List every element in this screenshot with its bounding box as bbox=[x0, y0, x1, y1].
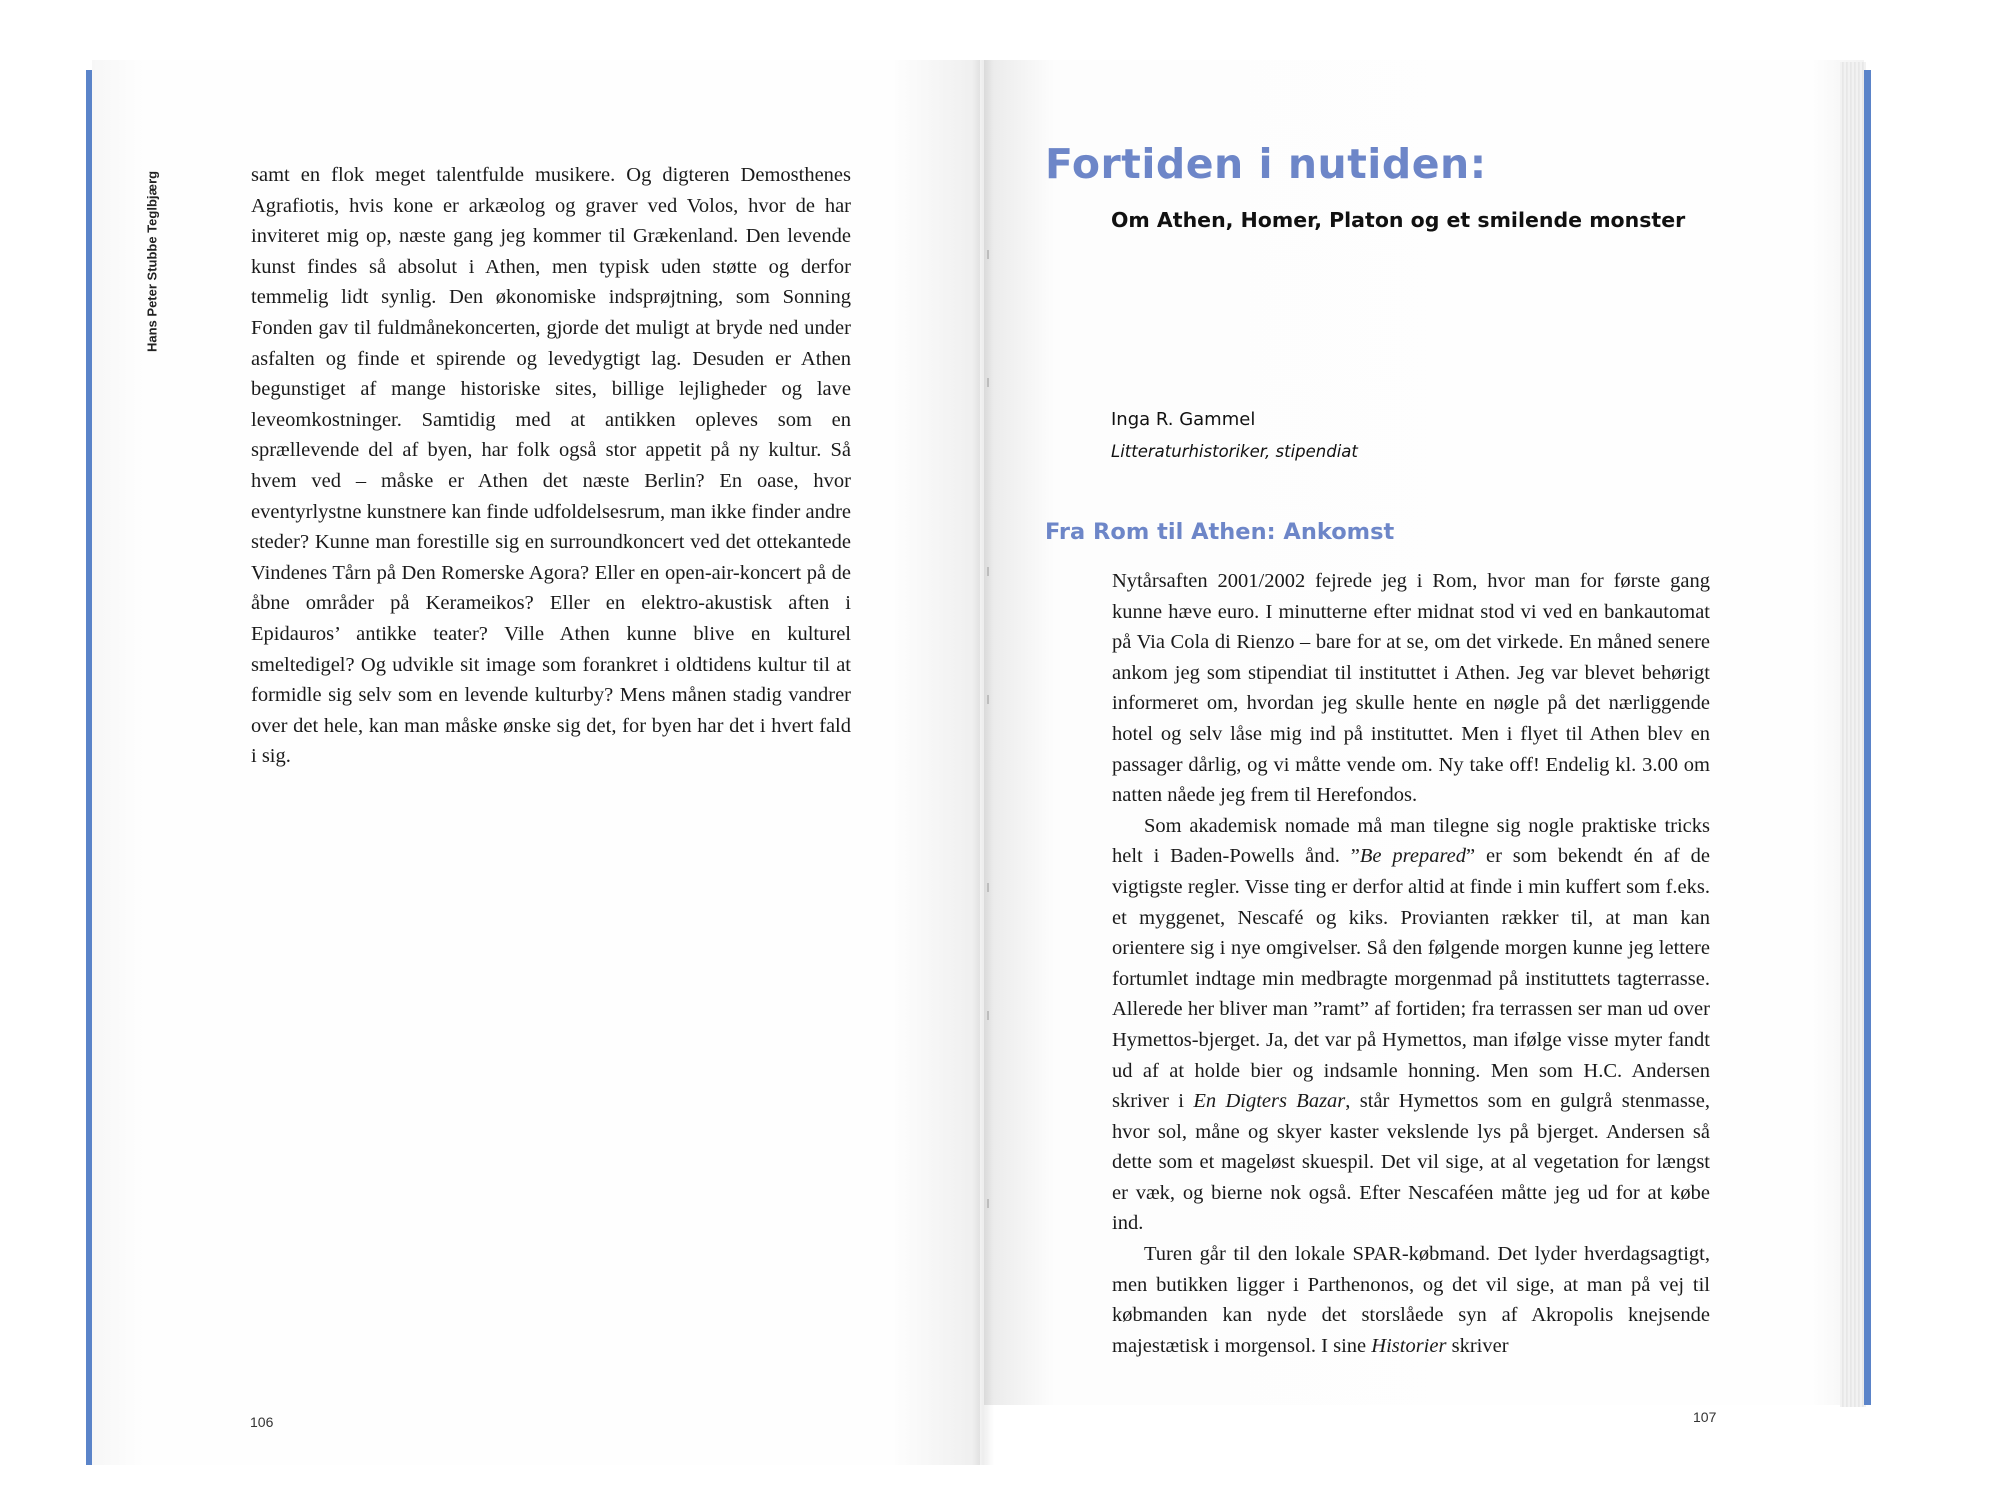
italic-book-title: Historier bbox=[1371, 1334, 1447, 1357]
running-head-author: Hans Peter Stubbe Teglbjærg bbox=[144, 171, 160, 353]
chapter-title: Fortiden i nutiden: bbox=[1045, 140, 1487, 188]
page-number-right: 107 bbox=[1693, 1409, 1717, 1425]
section-heading: Fra Rom til Athen: Ankomst bbox=[1045, 519, 1395, 545]
body-paragraph-3 bbox=[1112, 1239, 1710, 1361]
paragraph-text: , står Hymettos som en gulgrå stenmasse, hvor sol, måne og skyer kaster vekslende lys på bjerget. Andersen så dette som et mageløst skuespil. Det vil sige, at al vegetation for længst er væk, og bierne nok også. Efter Nescaféen måtte jeg ud for at købe ind. bbox=[1112, 1090, 1710, 1235]
chapter-subtitle: Om Athen, Homer, Platon og et smilende monster bbox=[1111, 208, 1686, 232]
book-edge-right bbox=[1864, 70, 1871, 1405]
gutter-mark bbox=[987, 378, 989, 387]
italic-phrase: Be prepared bbox=[1359, 845, 1467, 868]
book-gutter bbox=[972, 60, 994, 1465]
left-body-paragraph: samt en flok meget talentfulde musikere. Og digteren Demosthenes Agrafiotis, hvis kone er arkæolog og graver ved Volos, hvor de har inviteret mig op, næste gang jeg kommer til Grækenland. Den levende kunst findes så absolut i Athen, men typisk uden støtte og derfor temmelig lidt synlig. Den økonomiske indsprøjtning, som Sonning Fonden gav til fuldmånekoncerten, gjorde det muligt at bryde ned under asfalten og finde et spirende og levedygtigt lag. Desuden er Athen begunstiget af mange historiske sites, billige lejligheder og lave leveomkostninger. Samtidig med at antikken opleves som en sprællevende del af byen, har folk også stor appetit på ny kultur. Så hvem ved – måske er Athen det næste Berlin? En oase, hvor eventyrlystne kunstnere kan finde udfoldelsesrum, man ikke finder andre steder? Kunne man forestille sig en surroundkoncert ved det ottekantede Vindenes Tårn på Den Romerske Agora? Eller en open-air-koncert på de åbne områder på Kerameikos? Eller en elektro-akustisk aften i Epidauros’ antikke teater? Ville Athen kunne blive en kulturel smeltedigel? Og udvikle sit image som forankret i oldtidens kultur til at formidle sig selv som en levende kulturby? Mens månen stadig vandrer over det hele, kan man måske ønske sig det, for byen har det i hvert fald i sig. bbox=[251, 164, 851, 768]
paragraph-text: Nytårsaften 2001/2002 fejrede jeg i Rom, hvor man for første gang kunne hæve euro. I minutterne efter midnat stod vi ved en bankautomat på Via Cola di Rienzo – bare for at se, om det virkede. En måned senere ankom jeg som stipendiat til instituttet i Athen. Jeg var blevet behørigt informeret om, hvordan jeg skulle hente en nøgle på det nærliggende hotel og selv låse mig ind på instituttet. Men i flyet til Athen blev en passager dårlig, og vi måtte vende om. Ny take off! Endelig kl. 3.00 om natten nåede jeg frem til Herefondos. bbox=[1112, 570, 1710, 807]
gutter-mark bbox=[987, 567, 989, 576]
left-page-body bbox=[251, 160, 851, 772]
gutter-mark bbox=[987, 250, 989, 259]
gutter-mark bbox=[987, 1011, 989, 1020]
chapter-author: Inga R. Gammel bbox=[1111, 409, 1256, 430]
paragraph-text: skriver bbox=[1446, 1334, 1509, 1357]
gutter-mark bbox=[987, 695, 989, 704]
paragraph-text: Turen går til den lokale SPAR-købmand. Det lyder hverdagsagtigt, men butikken ligger i Parthenonos, og det vil sige, at man på vej til købmanden kan nyde det storslåede syn af Akropolis knejsende majestætisk i morgensol. I sine bbox=[1112, 1243, 1710, 1357]
paragraph-text: ” er som bekendt én af de vigtigste regler. Visse ting er derfor altid at finde i min kuffert som f.eks. et myggenet, Nescafé og kiks. Provianten rækker til, at man kan orientere sig i nye omgivelser. Så den følgende morgen kunne jeg lettere fortumlet indtage min medbragte morgenmad på instituttets tagterrasse. Allerede her bliver man ”ramt” af fortiden; fra terrassen ser man ud over Hymettos-bjerget. Ja, det var på Hymettos, man ifølge visse myter fandt ud af at holde bier og indsamle honning. Men som H.C. Andersen skriver i bbox=[1112, 845, 1710, 1113]
body-paragraph-1 bbox=[1112, 566, 1710, 811]
gutter-mark bbox=[987, 883, 989, 892]
page-number-left: 106 bbox=[250, 1414, 274, 1430]
page-edges bbox=[1840, 62, 1866, 1407]
right-page-body bbox=[1112, 566, 1710, 1361]
paragraph-text: Som akademisk nomade må man tilegne sig nogle praktiske tricks helt i Baden-Powells ånd. ” bbox=[1112, 814, 1710, 868]
body-paragraph-2 bbox=[1112, 811, 1710, 1239]
chapter-author-role: Litteraturhistoriker, stipendiat bbox=[1111, 442, 1358, 461]
italic-book-title: En Digters Bazar bbox=[1193, 1090, 1346, 1113]
gutter-mark bbox=[987, 1199, 989, 1208]
